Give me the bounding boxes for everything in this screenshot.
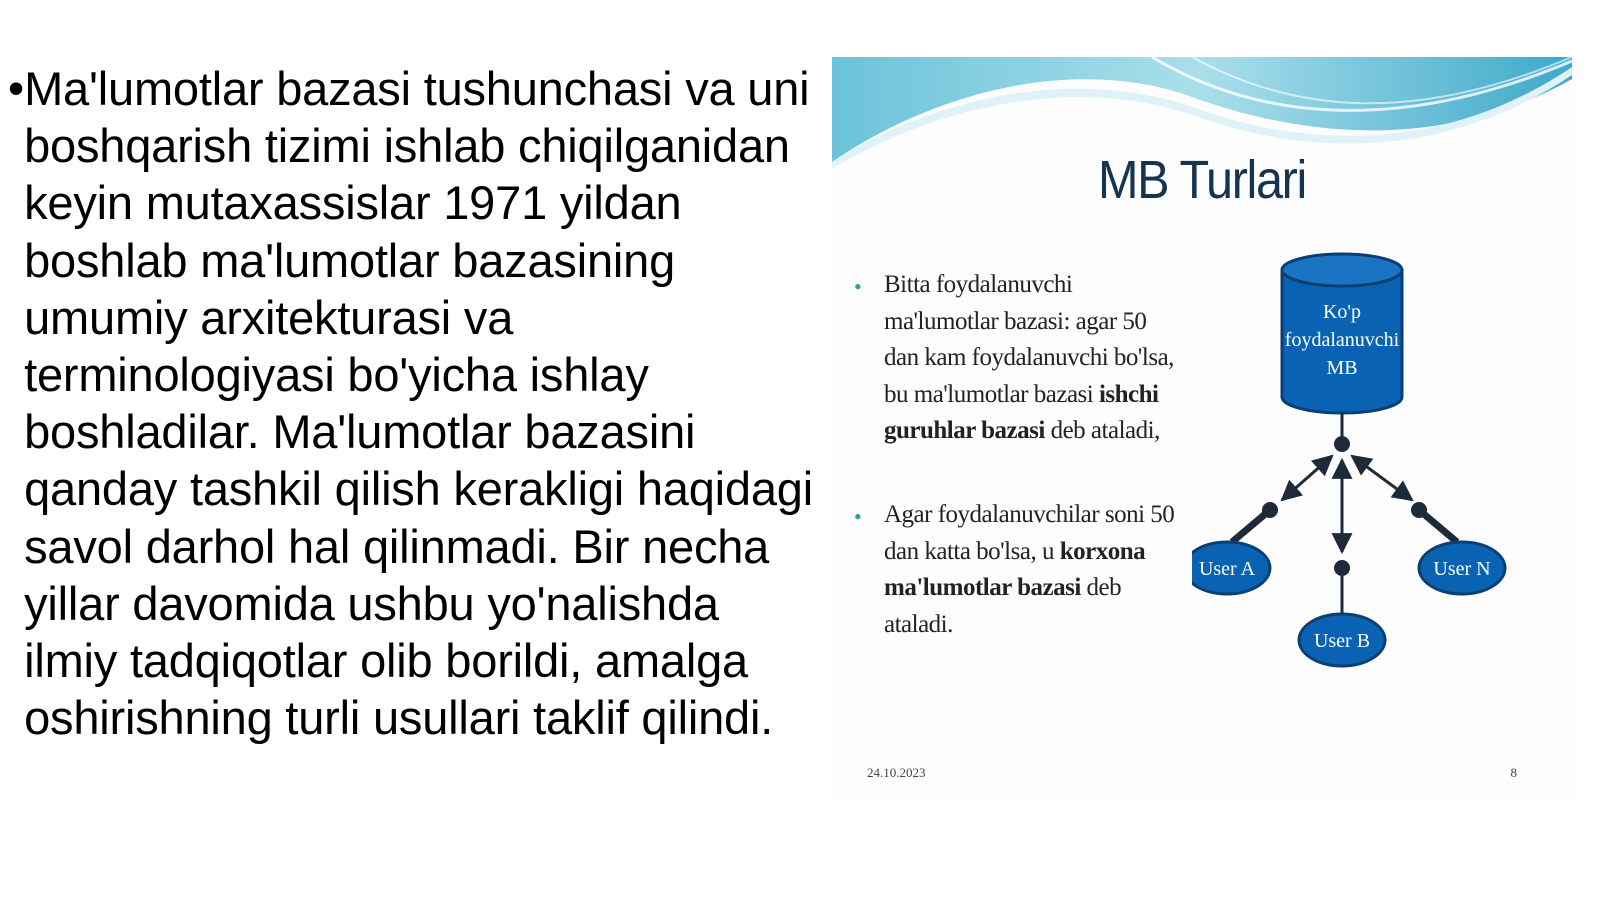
slide-bullet-2 bbox=[854, 497, 1184, 643]
bullet-dot: • bbox=[854, 504, 862, 529]
database-label-line3: MB bbox=[1326, 357, 1358, 379]
user-a-label: User A bbox=[1198, 558, 1256, 580]
user-b-label: User B bbox=[1313, 630, 1371, 652]
slide-footer-date: 24.10.2023 bbox=[867, 765, 926, 780]
bullet-text bbox=[884, 267, 1184, 450]
bullet-text bbox=[884, 497, 1184, 643]
arrow-to-user-a bbox=[1282, 456, 1332, 500]
slide-image bbox=[832, 57, 1572, 800]
user-a-node bbox=[1192, 542, 1270, 594]
database-cylinder bbox=[1282, 254, 1402, 413]
junction-dot bbox=[1334, 436, 1350, 452]
bullet-dot: • bbox=[8, 62, 25, 114]
text-part: deb ataladi. bbox=[884, 574, 1122, 638]
user-n-label: User N bbox=[1433, 558, 1491, 580]
text-part: deb ataladi, bbox=[1044, 417, 1160, 444]
database-diagram bbox=[1192, 252, 1562, 692]
connector-line bbox=[1232, 510, 1270, 542]
bullet-dot: • bbox=[854, 274, 862, 299]
slide-title: MB Turlari bbox=[1098, 150, 1306, 210]
text-part: Agar foydalanuvchilar soni 50 dan katta bo'lsa, u bbox=[884, 501, 1175, 565]
bold-text: ishchi guruhlar bazasi bbox=[884, 380, 1159, 444]
connector-line bbox=[1419, 510, 1457, 542]
slide-page-number: 8 bbox=[1510, 765, 1517, 780]
database-label-line1: Ko'p bbox=[1322, 301, 1362, 323]
text-part: Bitta foydalanuvchi ma'lumotlar bazasi: agar 50 dan kam foydalanuvchi bo'lsa, bu ma'lumotlar bazasi bbox=[884, 271, 1174, 408]
arrow-to-user-n bbox=[1352, 456, 1412, 500]
main-paragraph: Ma'lumotlar bazasi tushunchasi va uni boshqarish tizimi ishlab chiqilganidan keyin mutaxassislar 1971 yildan boshlab ma'lumotlar bazasining umumiy arxitekturasi va terminologiyasi bo'yicha ishlay boshladilar. Ma'lumotlar bazasini qanday tashkil qilish kerakligi haqidagi savol darhol hal qilinmadi. Bir necha yillar davomida ushbu yo'nalishda ilmiy tadqiqotlar olib borildi, amalga oshirishning turli usullari taklif qilindi. bbox=[24, 62, 813, 745]
user-n-node bbox=[1419, 542, 1505, 594]
bold-text: korxona ma'lumotlar bazasi bbox=[884, 537, 1146, 601]
user-b-node bbox=[1299, 614, 1385, 666]
left-text-block bbox=[8, 60, 823, 746]
slide-bullet-1 bbox=[854, 267, 1184, 450]
database-label-line2: foydalanuvchi bbox=[1284, 329, 1400, 351]
